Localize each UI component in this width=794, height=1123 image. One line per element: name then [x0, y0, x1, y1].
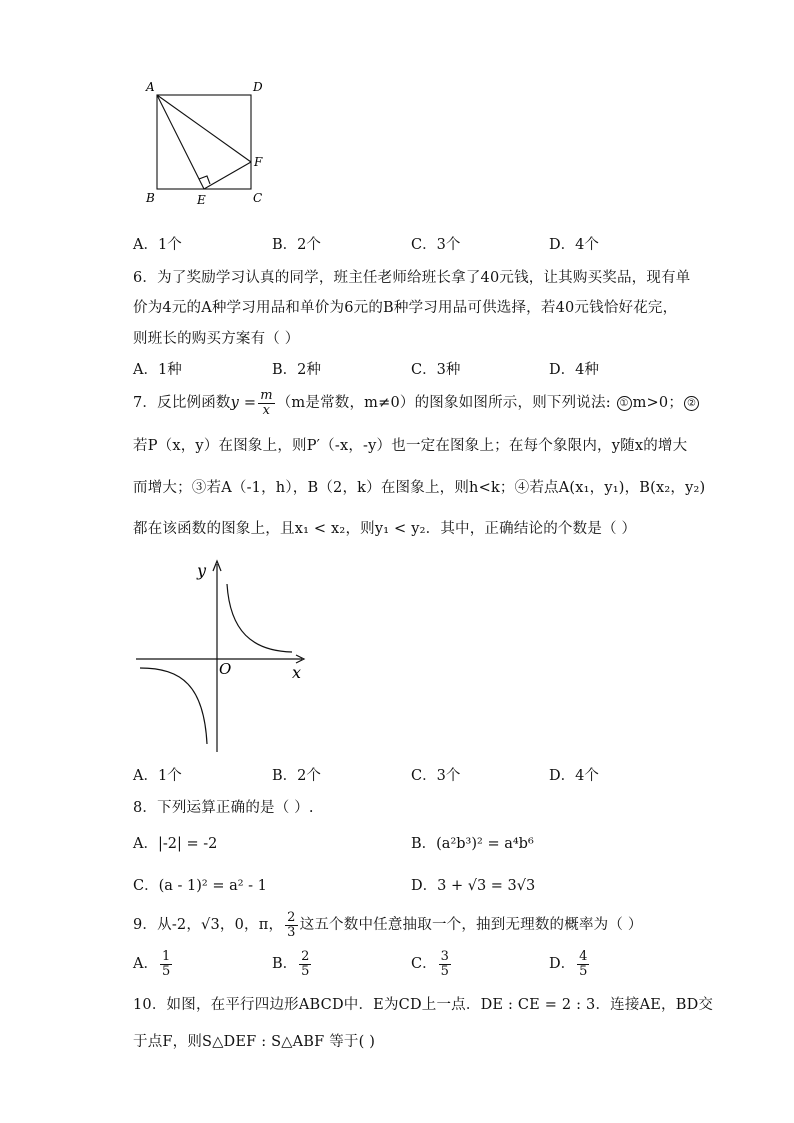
q9-option-b-den: 5 [301, 963, 310, 979]
q6-line-1: 6．为了奖励学习认真的同学，班主任老师给班长拿了40元钱，让其购买奖品，现有单 [133, 270, 691, 286]
q7-paren: （m是常数，m≠0）的图象如图所示，则下列说法: [276, 395, 616, 412]
label-c: C [253, 191, 263, 205]
label-b: B [146, 191, 155, 205]
q7-frac-den: x [262, 402, 271, 418]
q8-stem: 8．下列运算正确的是（ ）. [133, 800, 314, 816]
q9-option-b-num: 2 [301, 949, 310, 964]
q7-prefix: 7．反比例函数 [133, 395, 231, 412]
q7-s1: m>0； [632, 395, 684, 412]
q6-option-d: D．4种 [549, 362, 599, 378]
q8-option-a: A．|-2| = -2 [133, 836, 218, 852]
q7-line-3: 而增大；③若A（-1，h），B（2，k）在图象上，则h<k；④若点A(x₁，y₁)，B(x₂，y₂) [133, 480, 706, 496]
q9-option-a-num: 1 [161, 949, 171, 964]
q7-option-b: B．2个 [272, 768, 321, 784]
q7-frac-num: m [260, 388, 273, 403]
q9-option-a [133, 950, 174, 978]
q9-option-d [549, 950, 591, 978]
q7-option-d: D．4个 [549, 768, 599, 784]
q9-option-b-label: B． [272, 956, 298, 973]
q8-option-d: D．3 + √3 = 3√3 [411, 878, 536, 894]
q5-option-a: A．1个 [133, 237, 182, 253]
q5-option-b: B．2个 [272, 237, 321, 253]
q9-option-d-den: 5 [579, 963, 588, 979]
q10-line-1: 10．如图，在平行四边形ABCD中．E为CD上一点．DE : CE = 2 : 3．连接AE，BD交 [133, 997, 714, 1013]
q9-fraction [285, 911, 297, 939]
q9-frac-den: 3 [287, 924, 296, 940]
q5-option-c: C．3个 [411, 237, 461, 253]
q6-option-c: C．3种 [411, 362, 461, 378]
q7-line-4: 都在该函数的图象上，且x₁ < x₂，则y₁ < y₂．其中，正确结论的个数是（ ） [133, 521, 637, 537]
q6-option-a: A．1种 [133, 362, 182, 378]
label-d: D [253, 80, 263, 94]
hyperbola-graph [132, 556, 312, 756]
q9-option-a-den: 5 [161, 963, 171, 979]
q9-option-b [272, 950, 313, 978]
q6-line-3: 则班长的购买方案有（ ） [133, 331, 300, 347]
q9-stem [133, 911, 643, 939]
origin-label: O [219, 660, 232, 678]
q7-option-a: A．1个 [133, 768, 182, 784]
q7-fraction [258, 389, 275, 417]
q10-line-2: 于点F，则S△DEF : S△ABF 等于( ) [133, 1034, 376, 1050]
q6-option-b: B．2种 [272, 362, 321, 378]
q9-stem-b: 这五个数中任意抽取一个，抽到无理数的概率为（ ） [299, 917, 643, 934]
label-a: A [146, 80, 155, 94]
q9-option-c-num: 3 [440, 949, 449, 964]
q7-circle-2: ② [684, 396, 699, 411]
q9-option-d-label: D． [549, 956, 576, 973]
q8-option-b: B．(a²b³)² = a⁴b⁶ [411, 836, 534, 852]
q7-func: y = [230, 395, 257, 412]
q6-line-2: 价为4元的A种学习用品和单价为6元的B种学习用品可供选择，若40元钱恰好花完， [133, 300, 678, 316]
q9-frac-num: 2 [287, 910, 296, 925]
q7-line-2: 若P（x，y）在图象上，则P′（-x，-y）也一定在图象上；在每个象限内，y随x的增大 [133, 438, 688, 454]
q8-option-c: C．(a - 1)² = a² - 1 [133, 878, 267, 894]
q7-line-1 [133, 389, 700, 417]
label-f: F [254, 155, 263, 169]
axis-label-y: y [197, 561, 207, 580]
q5-option-d: D．4个 [549, 237, 599, 253]
square-abcd-figure [140, 78, 280, 208]
q9-option-d-num: 4 [579, 949, 588, 964]
q9-option-a-label: A． [133, 956, 158, 973]
axis-label-x: x [292, 663, 302, 682]
q9-option-c-label: C． [411, 956, 437, 973]
q7-option-c: C．3个 [411, 768, 461, 784]
q9-option-c-den: 5 [440, 963, 449, 979]
q9-stem-a: 9．从-2，√3，0，π， [133, 917, 284, 934]
q9-option-c [411, 950, 453, 978]
label-e: E [197, 193, 206, 207]
q7-circle-1: ① [617, 396, 632, 411]
